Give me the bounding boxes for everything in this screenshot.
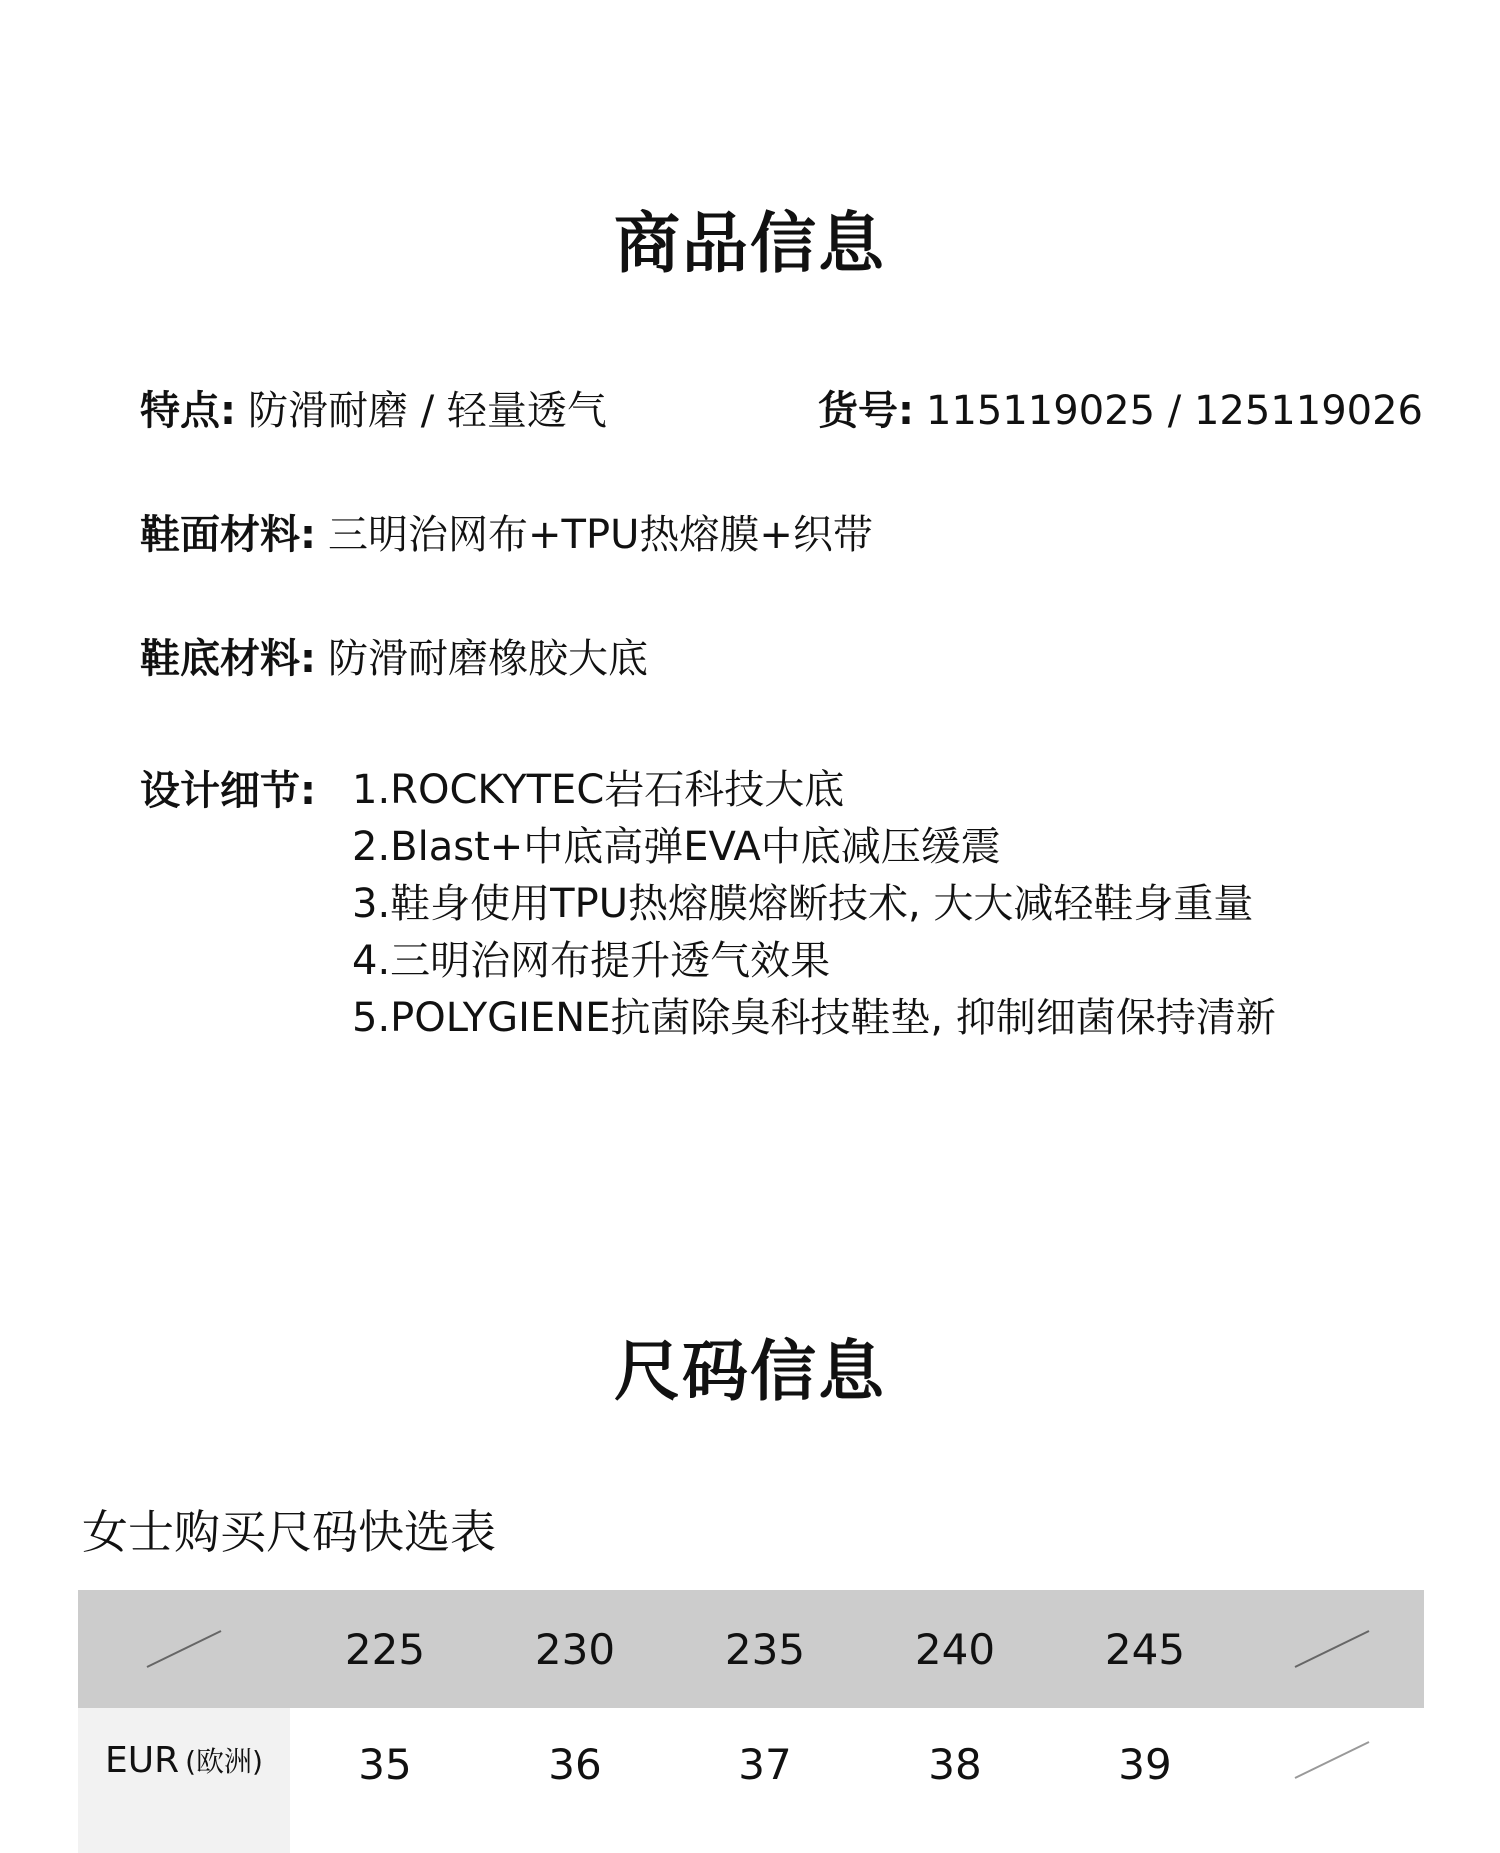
eur-size-cell: 37 xyxy=(738,1740,792,1789)
size-info-title: 尺码信息 xyxy=(614,1333,886,1410)
features-label: 特点: xyxy=(140,388,236,434)
article-number-value: 115119025 / 125119026 xyxy=(926,388,1423,434)
size-table-header-row xyxy=(78,1590,1424,1708)
sole-material-label: 鞋底材料: xyxy=(140,636,316,682)
header-size-cell: 235 xyxy=(724,1624,806,1674)
eur-size-cell: 38 xyxy=(928,1740,982,1789)
header-size-cell: 225 xyxy=(344,1624,426,1674)
eur-label-cell xyxy=(78,1708,290,1853)
upper-material-value: 三明治网布+TPU热熔膜+织带 xyxy=(328,512,873,558)
upper-material-label: 鞋面材料: xyxy=(140,512,316,558)
diagonal-slash-icon xyxy=(145,1629,223,1669)
design-details-list xyxy=(352,762,1276,1047)
design-detail-item: 5.POLYGIENE抗菌除臭科技鞋垫, 抑制细菌保持清新 xyxy=(352,995,1276,1041)
design-detail-item: 1.ROCKYTEC岩石科技大底 xyxy=(352,767,845,813)
design-details-label: 设计细节: xyxy=(140,768,316,814)
design-detail-item: 2.Blast+中底高弹EVA中底减压缓震 xyxy=(352,824,1001,870)
eur-size-cell: 39 xyxy=(1118,1740,1172,1789)
design-details-row xyxy=(140,762,316,820)
design-detail-item: 4.三明治网布提升透气效果 xyxy=(352,938,831,984)
sole-material-value: 防滑耐磨橡胶大底 xyxy=(328,636,648,682)
features-value: 防滑耐磨 / 轻量透气 xyxy=(248,388,607,434)
product-info-title: 商品信息 xyxy=(614,205,886,282)
article-number-row xyxy=(818,382,1423,440)
eur-size-cell: 35 xyxy=(358,1740,412,1789)
diagonal-slash-icon xyxy=(1293,1629,1371,1669)
header-size-cell: 245 xyxy=(1104,1624,1186,1674)
eur-label-sub: (欧洲) xyxy=(185,1745,263,1778)
header-size-cell: 230 xyxy=(534,1624,616,1674)
design-detail-item: 3.鞋身使用TPU热熔膜熔断技术, 大大减轻鞋身重量 xyxy=(352,881,1254,927)
sole-material-row xyxy=(140,630,648,688)
size-table-eur-row xyxy=(78,1708,1424,1853)
upper-material-row xyxy=(140,506,873,564)
size-table-title: 女士购买尺码快选表 xyxy=(82,1505,496,1559)
eur-label: EUR xyxy=(105,1740,180,1781)
size-table xyxy=(78,1590,1424,1853)
eur-end-cell xyxy=(1240,1708,1424,1853)
eur-size-cell: 36 xyxy=(548,1740,602,1789)
header-end-cell xyxy=(1240,1590,1424,1708)
header-corner-cell xyxy=(78,1590,290,1708)
article-number-label: 货号: xyxy=(818,388,914,434)
features-row xyxy=(140,382,607,440)
header-size-cell: 240 xyxy=(914,1624,996,1674)
diagonal-slash-icon xyxy=(1293,1740,1371,1780)
